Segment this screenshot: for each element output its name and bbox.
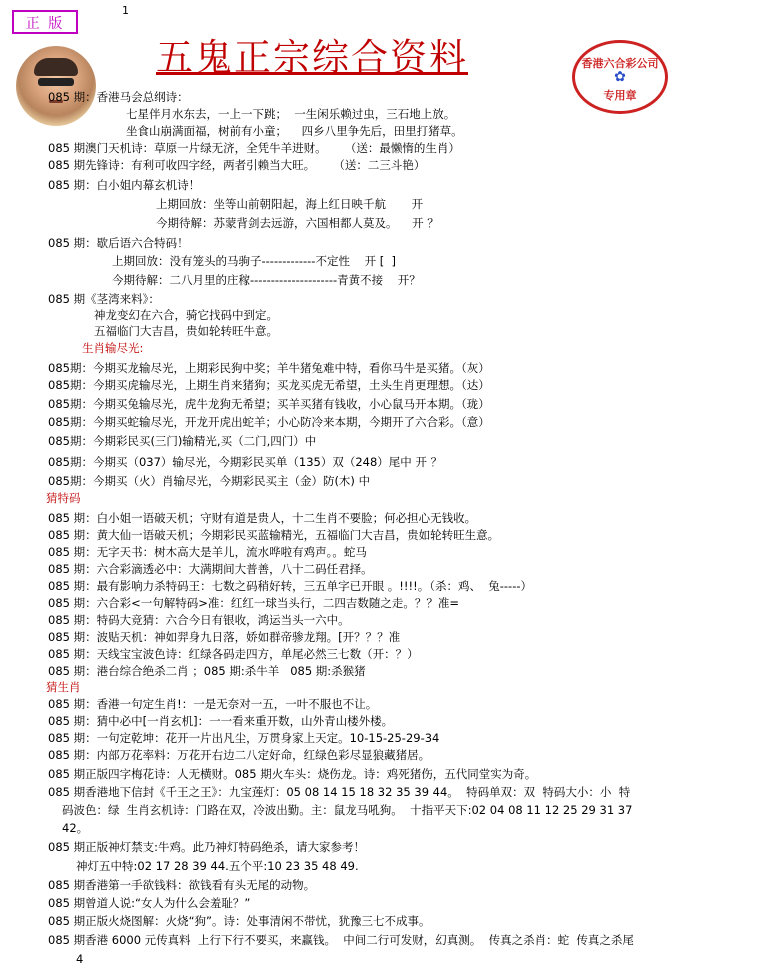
text-line: 085 期香港第一手欲钱料：欲钱看有头无尾的动物。 [48,878,316,892]
text-line: 085 期：天线宝宝波色诗：红绿各码走四方，单尾必然三七数（开：？） [48,647,419,661]
edition-badge: 正 版 [12,10,78,34]
section-heading: 猜生肖 [46,680,81,694]
text-line: 085 期：香港马会总纲诗： [48,90,189,104]
text-line: 085期：今期买兔输尽光，虎牛龙狗无希望；买羊买猪有钱收，小心鼠马开本期。（珑） [48,397,490,411]
text-line: 085 期：白小姐一语破天机；守财有道是贵人，十二生肖不要脸；何必担心无钱收。 [48,511,477,525]
text-line: 085 期香港 6000 元传真料 上行下行不要买，来赢钱。 中间二行可发财，幻真测。 传真之杀肖：蛇 传真之杀尾 [48,933,634,947]
text-line: 五福临门大吉昌，贵如轮转旺牛意。 [94,324,278,338]
text-line: 085 期：一句定乾坤：花开一片出凡尘，万贯身家上天定。10-15-25-29-34 [48,731,440,745]
text-line: 085 期正版神灯禁支:牛鸡。此乃神灯特码绝杀，请大家参考！ [48,840,365,854]
text-line: 七星伴月水东去，一上一下跳； 一生闲乐赖过虫，三石地上放。 [126,107,456,121]
text-line: 085 期正版四字梅花诗：人无横财。085 期火车头：烧伤龙。诗：鸡死猪伤，五代同堂实为奇。 [48,767,537,781]
text-line: 085 期：最有影响力杀特码王：七数之码稍好转，三五单字已开眼 。!!!!。（杀：鸡、 兔-----） [48,579,533,593]
text-line: 085期：今期买（火）肖输尽光，今期彩民买主（金）防(木) 中 [48,474,371,488]
text-line: 085 期先锋诗：有利可收四字经，两者引赖当大旺。 （送：二三斗艳） [48,158,426,172]
text-line: 085 期正版火烧图解：火烧“狗”。诗：处事清闲不带忧，犹豫三七不成事。 [48,914,431,928]
text-line: 上期回放：坐等山前朝阳起，海上红日映千航 开 [156,197,424,211]
text-line: 42。 [62,821,89,835]
text-line: 085 期《茎湾来料》： [48,292,160,306]
text-line: 坐食山崩满面福，树前有小童； 四乡八里争先后，田里打猪草。 [126,124,463,138]
section-heading: 猜特码 [46,491,81,505]
text-line: 085 期：无字天书：树木高大是羊儿，流水哗啦有鸡声。。蛇马 [48,545,367,559]
text-line: 085期：今期买蛇输尽光，开龙开虎出蛇羊；小心防冷来本期，今期开了六合彩。（意） [48,415,490,429]
page-title: 五鬼正宗综合资料 [156,36,468,79]
text-line: 085 期：六合彩滴透必中：大满期间大普善，八十二码任君择。 [48,562,373,576]
text-line: 码波色：绿 生肖玄机诗：门路在双，冷波出勤。主：鼠龙马吼狗。 十指平天下:02 04 08 11 12 25 29 31 37 [62,803,633,817]
text-line: 神龙变幻在六合，骑它找码中到定。 [94,308,278,322]
text-line: 085 期：波贴天机：神如羿身九日落，娇如群帝骖龙翔。[开？？？准 [48,630,401,644]
text-line: 085 期：黄大仙一语破天机；今期彩民买蓝输精光，五福临门大吉昌，贵如轮转旺生意。 [48,528,500,542]
text-line: 085期：今期买虎输尽光，上期生肖来猪狗；买龙买虎无希望，土头生肖更理想。（达） [48,378,490,392]
official-seal: 香港六合彩公司 ✿ 专用章 [572,40,668,114]
text-line: 085 期：白小姐内幕玄机诗！ [48,178,201,192]
text-line: 085 期：港台综合绝杀二肖 ；085 期:杀牛羊 085 期:杀猴猪 [48,664,366,678]
text-line: 085 期：六合彩<一句解特码>准：红红一球当头行，二四吉数随之走。？？准= [48,596,460,610]
text-line: 085 期：内部万花率料：万花开右边二八定好命，红绿色彩尽显狼藏猪居。 [48,748,431,762]
text-line: 神灯五中特:02 17 28 39 44.五个平:10 23 35 48 49. [76,859,359,873]
text-line: 085 期：歇后语六合特码！ [48,236,189,250]
text-line: 上期回放：没有笼头的马驹子-------------不定性 开 [ ] [112,254,397,268]
text-line: 085期：今期买龙输尽光，上期彩民狗中奖；羊牛猪兔难中特，看你马牛是买猪。（灰） [48,361,490,375]
section-heading: 生肖输尽光: [82,341,144,355]
text-line: 今期待解：二八月里的庄稼---------------------青黄不接 开？ [112,273,421,287]
portrait-photo [16,46,96,126]
text-line: 085 期：香港一句定生肖!：一是无奈对一五，一叶不服也不让。 [48,697,378,711]
text-line: 085 期曾道人说:“女人为什么会羞耻？” [48,896,251,910]
text-line: 4 [76,952,84,966]
text-line: 085 期：猜中必中[一肖玄机]：一一看来重开数，山外青山楼外楼。 [48,714,394,728]
text-line: 085 期澳门天机诗：草原一片绿无济，全凭牛羊进财。 （送：最懒惰的生肖） [48,141,460,155]
text-line: 085期：今期买（037）输尽光，今期彩民买单（135）双（248）尾中 开 ？ [48,455,443,469]
text-line: 085 期：特码大竞猜：六合今日有银收，鸿运当头一六中。 [48,613,350,627]
text-line: 085 期香港地下信封《千王之王》：九宝莲灯：05 08 14 15 18 32 35 39 44。 特码单双：双 特码大小：小 特 [48,785,631,799]
text-line: 085期：今期彩民买(三门)输精光,买（二门,四门）中 [48,434,317,448]
page-number-top: 1 [122,4,129,17]
text-line: 今期待解：苏蒙背剑去远游，六国相都人莫及。 开 ？ [156,216,439,230]
